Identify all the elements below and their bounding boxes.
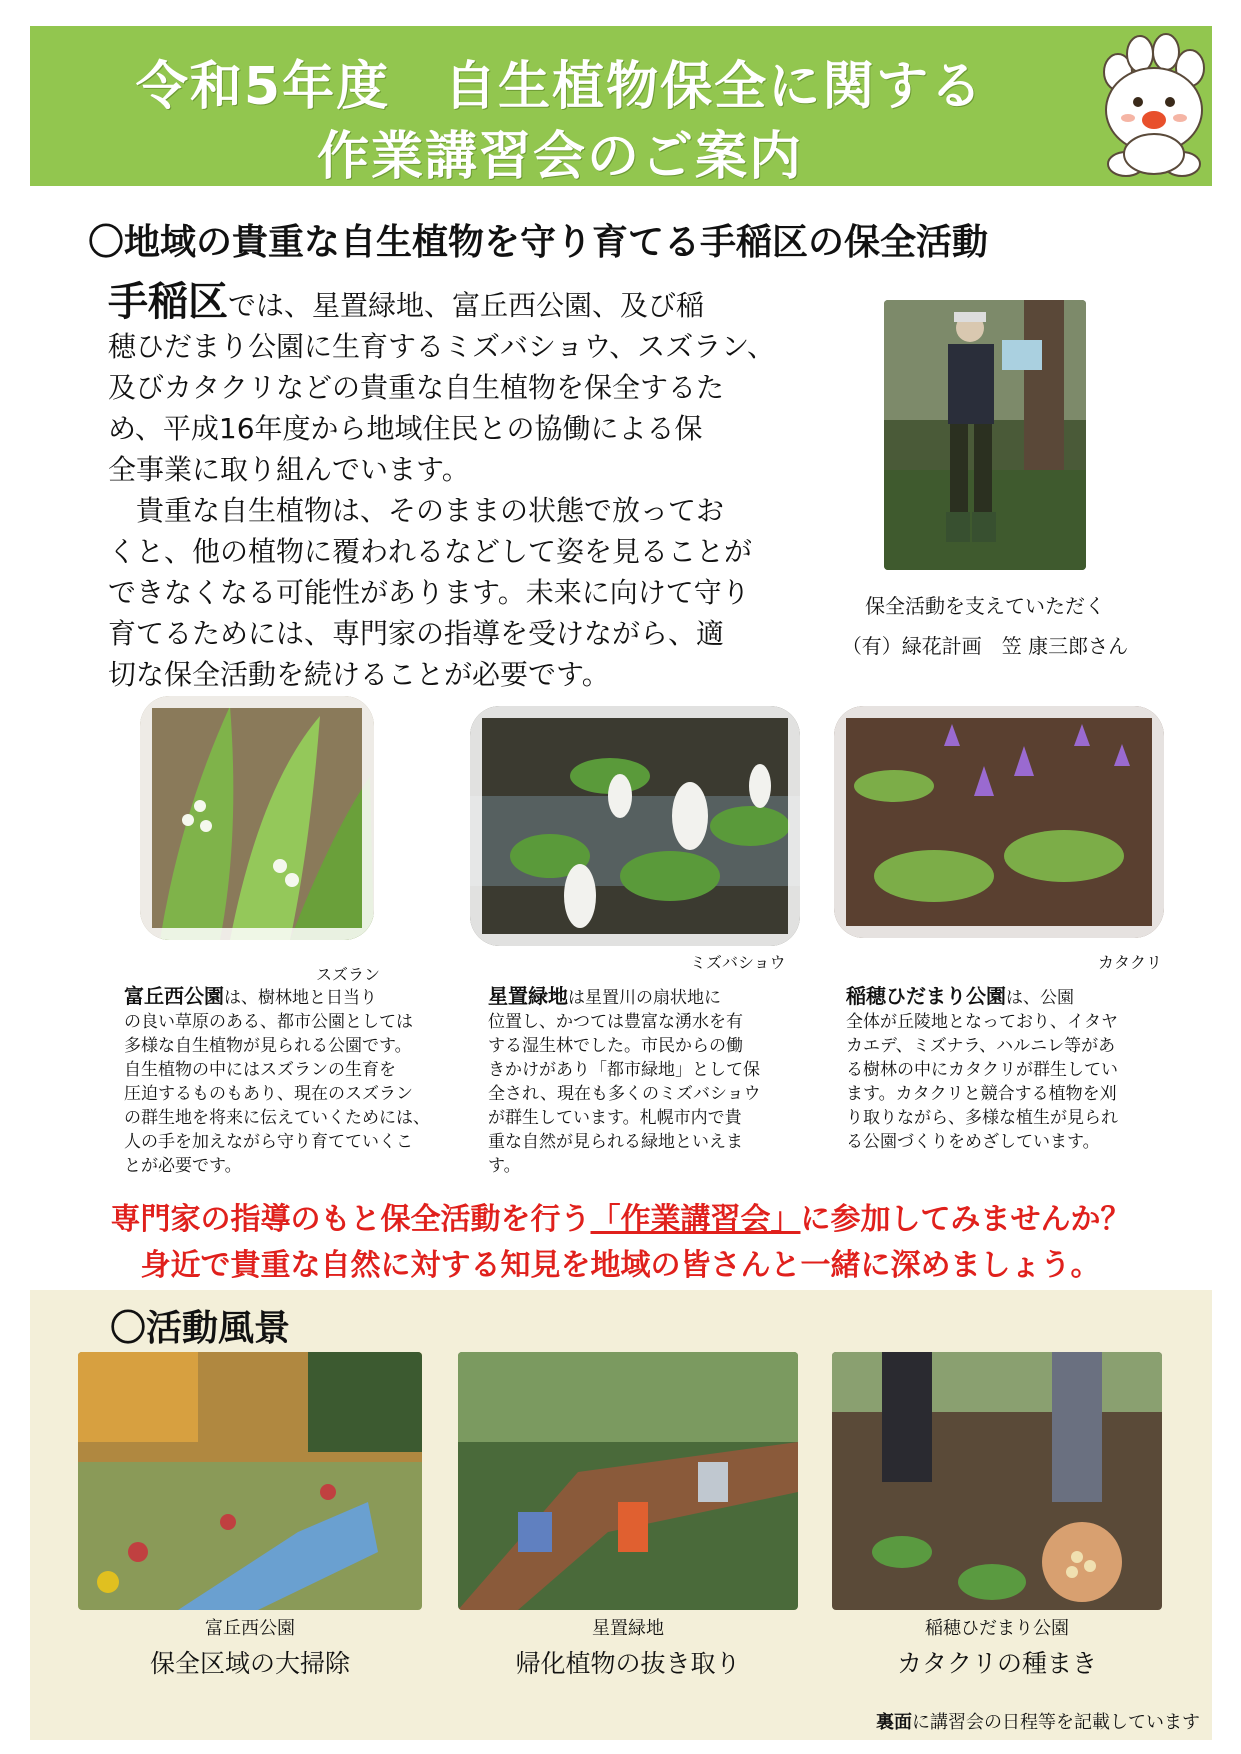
activity-title-3: カタクリの種まき: [896, 1649, 1097, 1678]
activity-photo-cleaning: [78, 1352, 422, 1610]
callout-line-2: 身近で貴重な自然に対する知見を地域の皆さんと一緒に深めましょう。: [140, 1248, 1101, 1283]
activity-photo-seeding: [832, 1352, 1162, 1610]
activity-place-2: 星置緑地: [592, 1618, 664, 1639]
activity-title-2: 帰化植物の抜き取り: [515, 1649, 741, 1678]
title-banner: [30, 26, 1212, 186]
mizubasho-photo: [470, 706, 800, 946]
activity-photo-weeding: [458, 1352, 798, 1610]
intro-lead: 手稲区: [108, 279, 228, 325]
hoshioki-description: 星置緑地は星置川の扇状地に 位置し、かつては豊富な湧水を有 する湿生林でした。市民からの働 きかけがあり「都市緑地」として保 全され、現在も多くのミズバショウ が群生しています。札幌市内で貴 重な自然が見られる緑地といえま す。: [488, 984, 761, 1176]
activity-place-1: 富丘西公園: [205, 1618, 295, 1639]
suzuran-photo: [140, 696, 374, 940]
katakuri-label: カタクリ: [1098, 953, 1163, 972]
inaho-park-name: 稲穂ひだまり公園: [846, 984, 1006, 1008]
callout-line-1: 専門家の指導のもと保全活動を行う「作業講習会」に参加してみませんか？: [110, 1202, 1131, 1237]
hoshioki-park-name: 星置緑地: [488, 984, 568, 1008]
intro-text: 手稲区では、星置緑地、富丘西公園、及び稲 穂ひだまり公園に生育するミズバショウ、スズラン、 及びカタクリなどの貴重な自生植物を保全するた め、平成16年度から地域住民との協働による保 全事業に取り組んでいます。 貴重な自生植物は、そのままの状態で放ってお くと、他の植物に覆われるなどして姿を見ることが できなくなる可能性があります。未来に向けて守り 育てるためには、専門家の指導を受けながら、適 切な保全活動を続けることが必要です。: [108, 279, 775, 691]
mizubasho-label: ミズバショウ: [690, 953, 786, 972]
supporter-caption-2: （有）緑花計画 笠 康三郎さん: [841, 634, 1129, 658]
activity-title-1: 保全区域の大掃除: [149, 1649, 350, 1678]
activities-heading: 〇活動風景: [110, 1308, 291, 1349]
suzuran-label: スズラン: [316, 965, 381, 984]
supporter-photo: [884, 300, 1086, 570]
katakuri-photo: [834, 706, 1164, 938]
inaho-description: 稲穂ひだまり公園は、公園 全体が丘陵地となっており、イタヤ カエデ、ミズナラ、ハルニレ等があ る樹林の中にカタクリが群生してい ます。カタクリと競合する植物を刈 り取りながら、多様な植生が見られ る公園づくりをめざしています。: [846, 984, 1118, 1152]
footer-note: 裏面に講習会の日程等を記載しています: [876, 1712, 1200, 1733]
title-line-2: 作業講習会のご案内: [316, 127, 803, 187]
supporter-caption-1: 保全活動を支えていただく: [865, 594, 1105, 618]
mascot-illustration: [1090, 32, 1220, 182]
activity-place-3: 稲穂ひだまり公園: [925, 1618, 1069, 1639]
title-line-1: 令和5年度 自生植物保全に関する: [135, 57, 985, 117]
tomioka-park-name: 富丘西公園: [124, 984, 224, 1008]
section-heading-conservation: 〇地域の貴重な自生植物を守り育てる手稲区の保全活動: [88, 222, 989, 263]
workshop-emphasis: 「作業講習会」: [590, 1202, 801, 1237]
tomioka-description: 富丘西公園は、樹林地と日当り の良い草原のある、都市公園としては 多様な自生植物が見られる公園です。 自生植物の中にはスズランの生育を 圧迫するものもあり、現在のスズラン の群生地を将来に伝えていくためには、 人の手を加えながら守り育てていくこ とが必要です。: [124, 984, 430, 1176]
